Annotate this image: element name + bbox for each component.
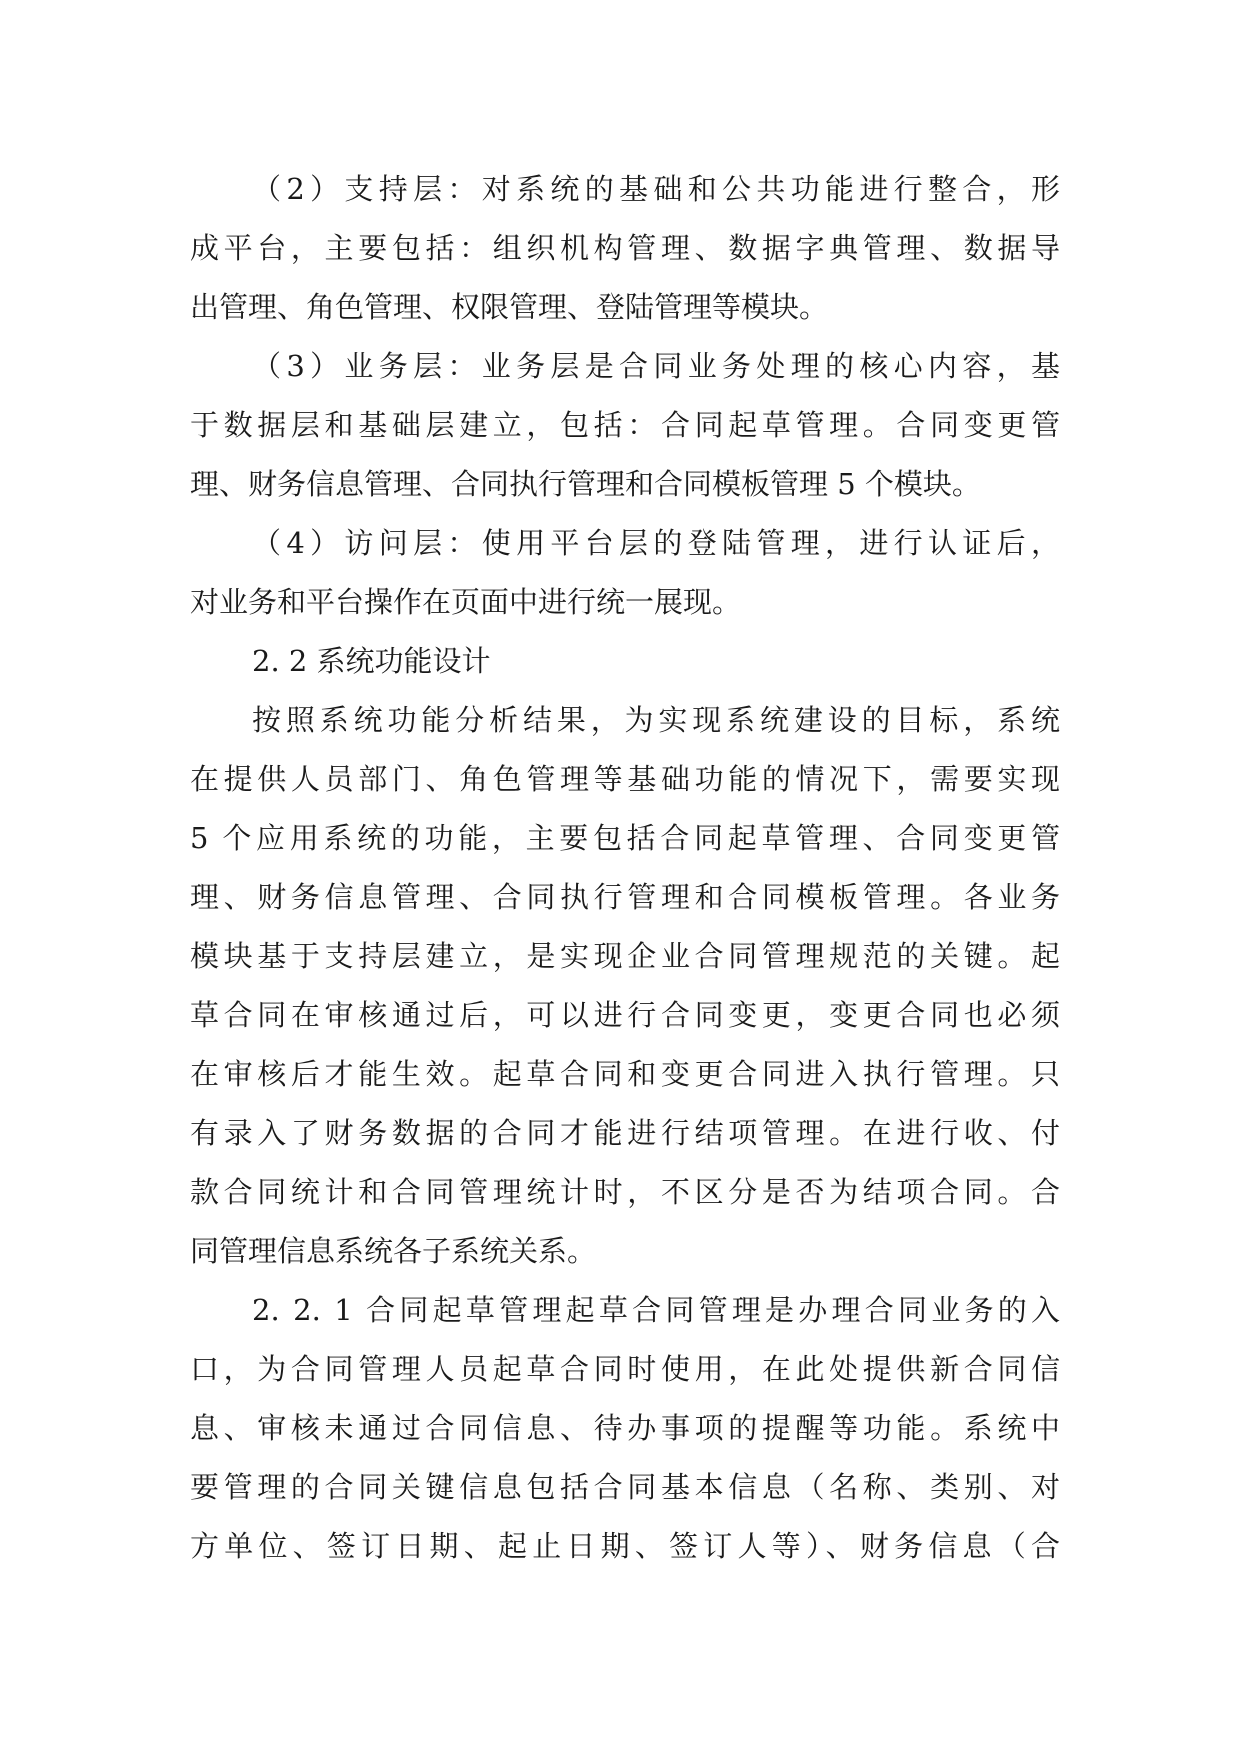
text-line: 口，为合同管理人员起草合同时使用，在此处提供新合同信	[190, 1352, 1060, 1386]
document-body	[190, 160, 1060, 1576]
section-heading-system-function-design	[190, 632, 1060, 691]
text-line: 在提供人员部门、角色管理等基础功能的情况下，需要实现	[190, 762, 1060, 796]
text-line: 息、审核未通过合同信息、待办事项的提醒等功能。系统中	[190, 1411, 1060, 1445]
text-line: 按照系统功能分析结果，为实现系统建设的目标，系统	[252, 703, 1060, 737]
text-line: 在审核后才能生效。起草合同和变更合同进入执行管理。只	[190, 1057, 1060, 1091]
paragraph-function-design	[190, 691, 1060, 1281]
text-line: 款合同统计和合同管理统计时，不区分是否为结项合同。合	[190, 1175, 1060, 1209]
text-line: 于数据层和基础层建立，包括：合同起草管理。合同变更管	[190, 408, 1060, 442]
text-line: （3）业务层：业务层是合同业务处理的核心内容，基	[252, 349, 1060, 383]
text-line: 5 个应用系统的功能，主要包括合同起草管理、合同变更管	[190, 821, 1060, 855]
text-line: （4）访问层：使用平台层的登陆管理，进行认证后，	[252, 526, 1060, 560]
text-line: 出管理、角色管理、权限管理、登陆管理等模块。	[190, 290, 829, 324]
paragraph-support-layer	[190, 160, 1060, 337]
text-line: 理、财务信息管理、合同执行管理和合同模板管理。各业务	[190, 880, 1060, 914]
paragraph-business-layer	[190, 337, 1060, 514]
text-line: 模块基于支持层建立，是实现企业合同管理规范的关键。起	[190, 939, 1060, 973]
paragraph-access-layer	[190, 514, 1060, 632]
section-title: 2. 2 系统功能设计	[252, 644, 491, 678]
text-line: 有录入了财务数据的合同才能进行结项管理。在进行收、付	[190, 1116, 1060, 1150]
text-line: （2）支持层：对系统的基础和公共功能进行整合，形	[252, 172, 1060, 206]
text-line: 理、财务信息管理、合同执行管理和合同模板管理 5 个模块。	[190, 467, 981, 501]
text-line: 对业务和平台操作在页面中进行统一展现。	[190, 585, 742, 619]
text-line: 成平台，主要包括：组织机构管理、数据字典管理、数据导	[190, 231, 1060, 265]
text-line: 2. 2. 1 合同起草管理起草合同管理是办理合同业务的入	[252, 1293, 1060, 1327]
text-line: 草合同在审核通过后，可以进行合同变更，变更合同也必须	[190, 998, 1060, 1032]
text-line: 方单位、签订日期、起止日期、签订人等）、财务信息（合	[190, 1529, 1060, 1563]
paragraph-contract-drafting-management	[190, 1281, 1060, 1576]
text-line: 要管理的合同关键信息包括合同基本信息（名称、类别、对	[190, 1470, 1060, 1504]
text-line: 同管理信息系统各子系统关系。	[190, 1234, 597, 1268]
